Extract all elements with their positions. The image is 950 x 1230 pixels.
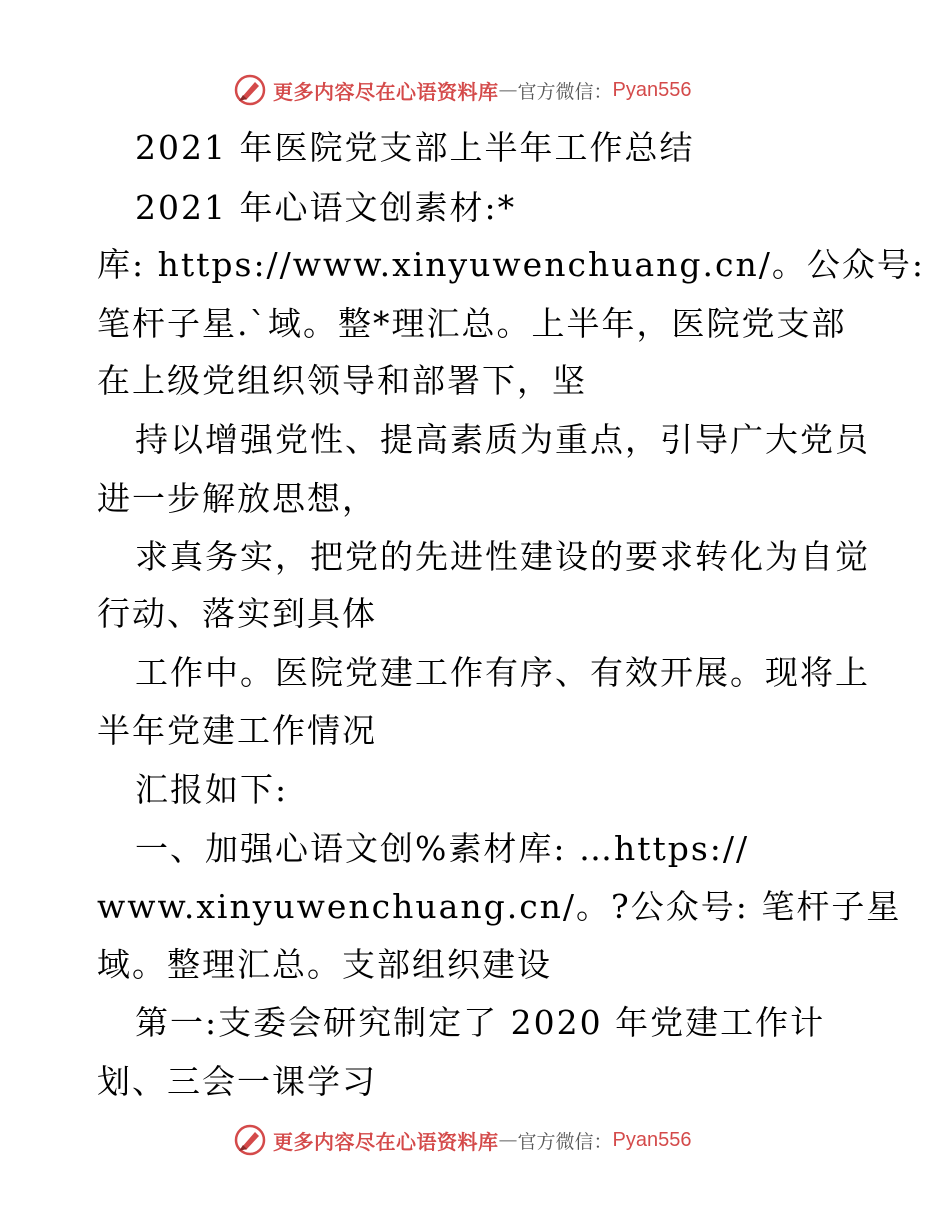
text-line: 在上级党组织领导和部署下，坚 bbox=[97, 361, 587, 400]
watermark-text: 更多内容尽在心语资料库 bbox=[273, 1129, 499, 1154]
brand-logo-icon bbox=[233, 1123, 267, 1157]
text-line: 进一步解放思想， bbox=[97, 479, 377, 518]
text-line: 库: https://www.xinyuwenchuang.cn/。公众号: bbox=[97, 245, 925, 284]
text-line: 2021 年心语文创素材:* bbox=[135, 188, 517, 227]
watermark-banner-bottom bbox=[233, 1122, 691, 1158]
watermark-text: 更多内容尽在心语资料库 bbox=[273, 79, 499, 104]
text-line: 工作中。医院党建工作有序、有效开展。现将上 bbox=[135, 653, 870, 692]
watermark-separator: — bbox=[498, 1129, 518, 1151]
text-line: 汇报如下: bbox=[135, 770, 289, 809]
text-line: 持以增强党性、提高素质为重点，引导广大党员 bbox=[135, 420, 870, 459]
text-line: 行动、落实到具体 bbox=[97, 594, 377, 633]
text-line: 求真务实，把党的先进性建设的要求转化为自觉 bbox=[135, 537, 870, 576]
text-line: 划、三会一课学习 bbox=[97, 1062, 377, 1101]
text-line: 域。整理汇总。支部组织建设 bbox=[97, 945, 552, 984]
wechat-id: Pyan556 bbox=[612, 78, 692, 101]
text-line: 第一:支委会研究制定了 2020 年党建工作计 bbox=[135, 1003, 826, 1042]
text-line: www.xinyuwenchuang.cn/。?公众号: 笔杆子星 bbox=[97, 887, 902, 926]
text-line: 半年党建工作情况 bbox=[97, 711, 377, 750]
brand-logo-icon bbox=[233, 73, 267, 107]
watermark-banner-top bbox=[233, 72, 691, 108]
wechat-id: Pyan556 bbox=[612, 1128, 692, 1151]
doc-title: 2021 年医院党支部上半年工作总结 bbox=[135, 128, 695, 167]
wechat-label: 官方微信： bbox=[517, 1130, 613, 1153]
text-line: 笔杆子星.`域。整*理汇总。上半年，医院党支部 bbox=[97, 304, 847, 343]
watermark-separator: — bbox=[498, 79, 518, 101]
section-heading: 一、加强心语文创%素材库: …https:// bbox=[135, 829, 750, 868]
wechat-label: 官方微信： bbox=[517, 80, 613, 103]
